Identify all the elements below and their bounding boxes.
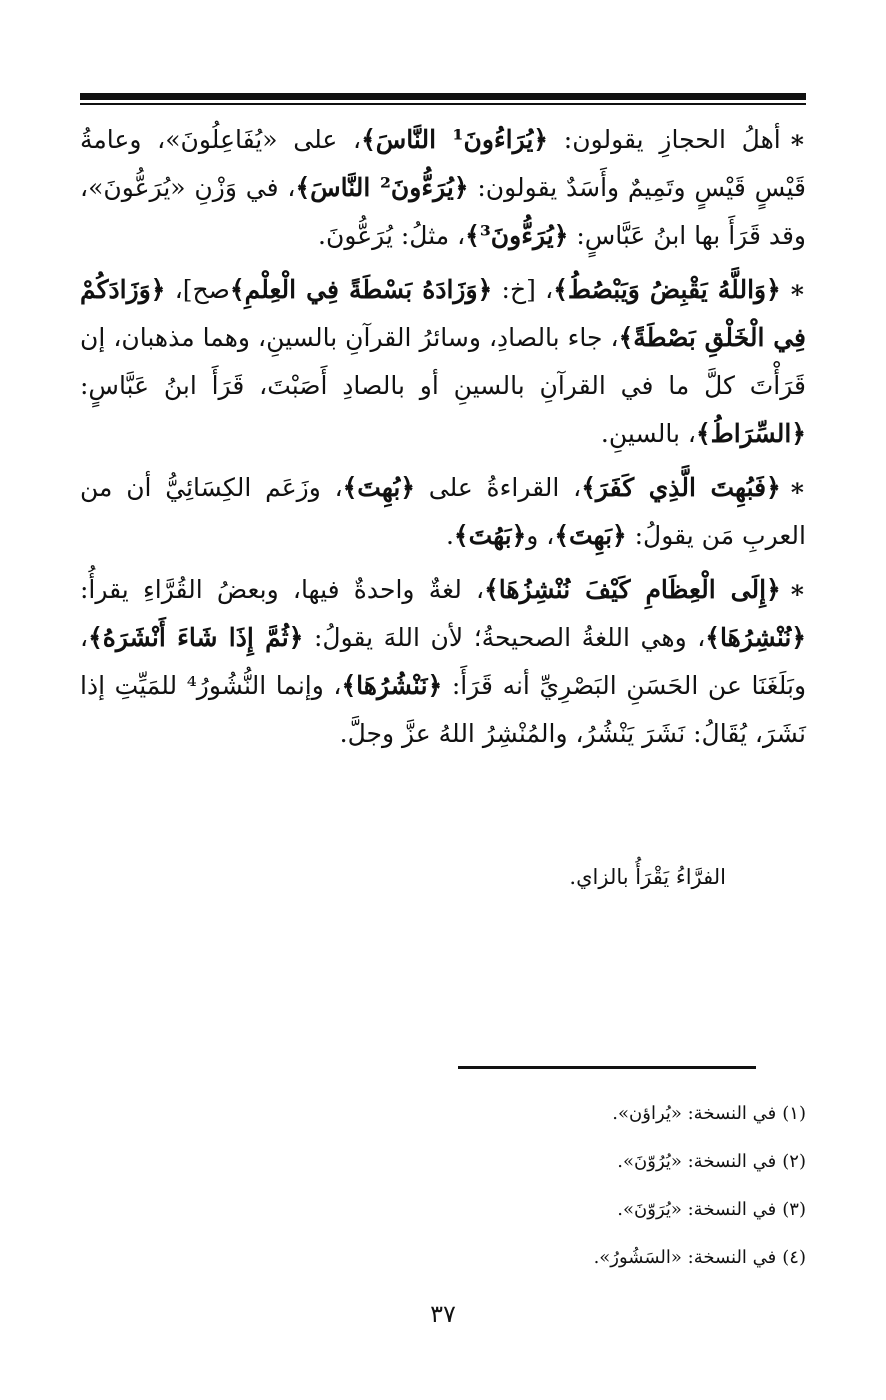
quran-quote: ﴿يُرَءُّونَ² النَّاسَ﴾ — [295, 173, 469, 202]
quran-quote: ﴿وَزَادَهُ بَسْطَةً فِي الْعِلْمِ﴾ — [229, 275, 493, 304]
paragraph — [80, 464, 806, 560]
text-segment: ، [خ: — [492, 275, 554, 304]
footnote-text: في النسخة: «يُرَوّنَ». — [617, 1199, 777, 1220]
footnote-number: (٣) — [782, 1199, 806, 1220]
text-segment: صح]، — [165, 275, 230, 304]
quran-quote: ﴿يُرَاءُونَ¹ النَّاسَ﴾ — [361, 125, 549, 154]
text-segment: ، بالسينِ. — [600, 419, 696, 448]
text-segment: ، و — [526, 521, 555, 550]
footnote-number: (٤) — [782, 1247, 806, 1268]
paragraph — [80, 266, 806, 458]
footnote-separator — [458, 1066, 756, 1069]
footnote-item — [80, 1234, 806, 1282]
text-segment: ، جاء بالصادِ، وسائرُ القرآنِ بالسينِ، وهما مذهبان، إن قَرَأْتَ كلَّ ما في القرآنِ بالسينِ أو بالصادِ أَصَبْتَ، قَرَأَ ابنُ عَبَّاسٍ: — [80, 323, 806, 400]
quran-quote: ﴿وَزَادَكُمْ فِي الْخَلْقِ بَصْطَةً﴾ — [80, 275, 806, 352]
star-marker: ∗ — [788, 473, 806, 502]
text-segment: ، في وَزْنِ «يُرَعُّونَ»، وقد قَرَأَ بها ابنُ عَبَّاسٍ: — [80, 173, 806, 250]
page-number: ٣٧ — [430, 1300, 456, 1328]
quran-quote: ﴿نُنْشِرُهَا﴾ — [705, 623, 806, 652]
quran-quote: ﴿السِّرَاطُ﴾ — [695, 419, 806, 448]
footnote-item — [80, 1090, 806, 1138]
quran-quote: ﴿وَاللَّهُ يَقْبِضُ وَيَبْصُطُ﴾ — [553, 275, 781, 304]
text-segment: أهلُ الحجازِ يقولون: — [548, 125, 781, 154]
top-rule-thin — [80, 103, 806, 105]
footnote-item — [80, 1138, 806, 1186]
text-segment: ، لغةٌ واحدةٌ فيها، وبعضُ القُرَّاءِ يقرأُ: — [80, 575, 485, 604]
quran-quote: ﴿بَهِتَ﴾ — [554, 521, 627, 550]
quran-quote: ﴿فَبُهِتَ الَّذِي كَفَرَ﴾ — [581, 473, 781, 502]
footnote-item — [80, 1186, 806, 1234]
margin-note: الفرَّاءُ يَقْرَأُ بالزاي. — [569, 865, 726, 889]
main-text — [80, 116, 806, 764]
star-marker: ∗ — [788, 575, 806, 604]
footnotes — [80, 1090, 806, 1282]
text-segment: ، وهي اللغةُ الصحيحةُ؛ لأن اللهَ يقولُ: — [303, 623, 706, 652]
quran-quote: ﴿نَنْشُرُهَا﴾ — [341, 671, 443, 700]
text-segment: ، وإنما النُّشُورُ⁴ للمَيِّتِ إذا نَشَرَ، يُقَالُ: نَشَرَ يَنْشُرُ، والمُنْشِرُ اللهُ عزَّ وجلَّ. — [80, 671, 806, 748]
text-segment: ، وبَلَغَنَا عن الحَسَنِ البَصْرِيِّ أنه قَرَأَ: — [80, 623, 807, 700]
text-segment: ، وزَعَم الكِسَائِيُّ أن من العربِ مَن يقولُ: — [80, 473, 806, 550]
text-segment: ، مثلُ: يُرَعُّونَ. — [318, 221, 466, 250]
paragraph — [80, 566, 806, 758]
footnote-text: في النسخة: «يُراؤن». — [612, 1103, 777, 1124]
quran-quote: ﴿بَهُتَ﴾ — [453, 521, 527, 550]
quran-quote: ﴿بُهِتَ﴾ — [342, 473, 415, 502]
paragraph — [80, 116, 806, 260]
quran-quote: ﴿ثُمَّ إِذَا شَاءَ أَنْشَرَهُ﴾ — [88, 623, 304, 652]
footnote-text: في النسخة: «السَشُورُ». — [593, 1247, 777, 1268]
footnote-number: (١) — [782, 1103, 806, 1124]
text-segment: ، القراءةُ على — [414, 473, 582, 502]
top-rule-thick — [80, 93, 806, 100]
text-segment: ، على «يُفَاعِلُونَ»، وعامةُ قَيْسٍ قَيْسٍ وتَمِيمٌ وأَسَدٌ يقولون: — [80, 125, 806, 202]
text-segment: . — [445, 521, 454, 550]
quran-quote: ﴿إِلَى الْعِظَامِ كَيْفَ نُنْشِزُهَا﴾ — [484, 575, 781, 604]
star-marker: ∗ — [788, 275, 807, 304]
footnote-text: في النسخة: «يُرُوّنَ». — [617, 1151, 777, 1172]
star-marker: ∗ — [788, 125, 807, 154]
quran-quote: ﴿يُرَءُّونَ³﴾ — [465, 221, 569, 250]
footnote-number: (٢) — [782, 1151, 806, 1172]
